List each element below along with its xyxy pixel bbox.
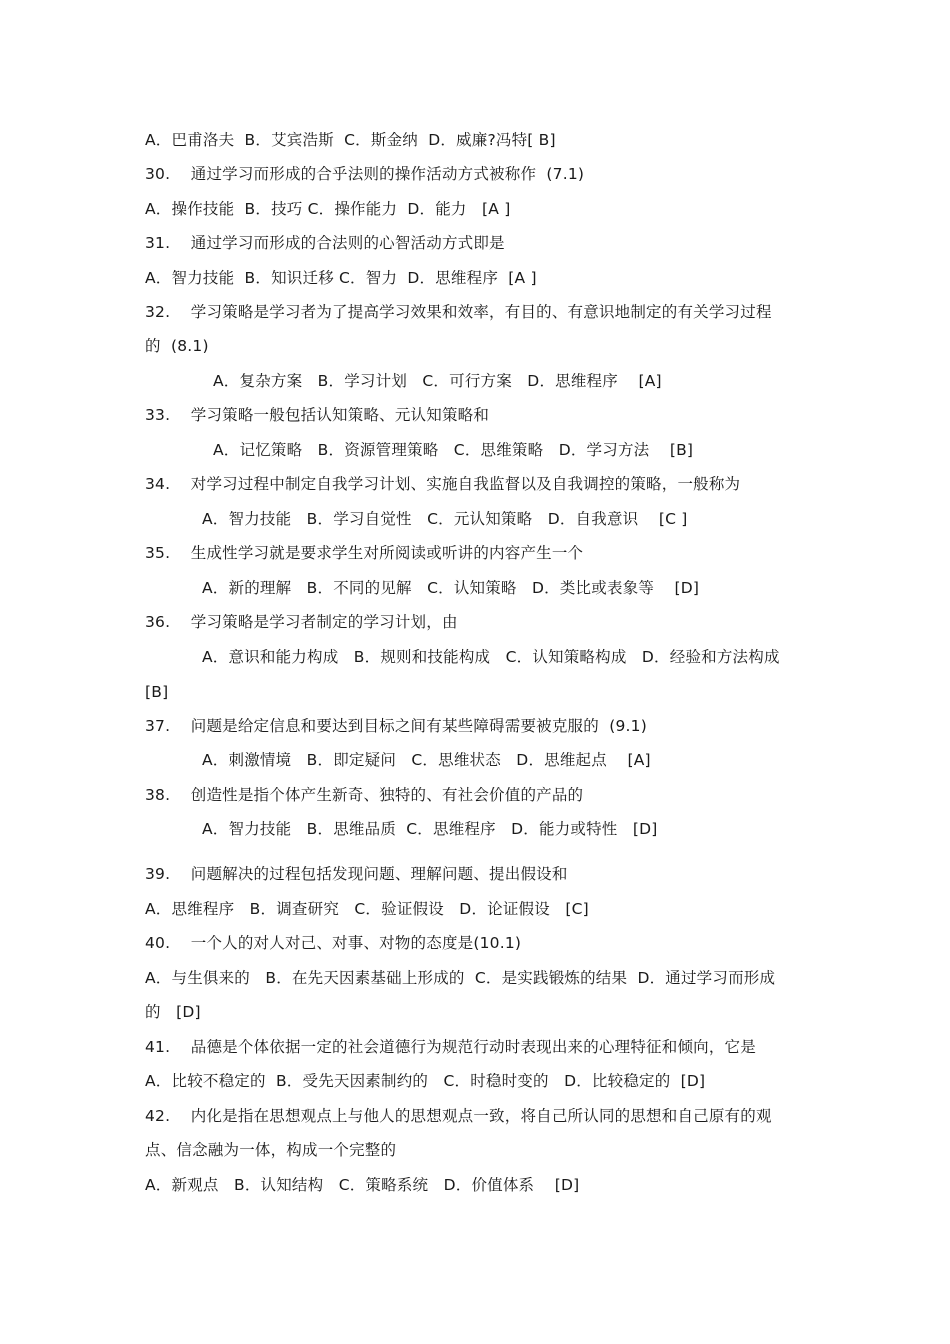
q39-question: 39. 问题解决的过程包括发现问题、理解问题、提出假设和 bbox=[145, 865, 568, 883]
q36-answer: [B] bbox=[145, 683, 169, 701]
q38-options: A．智力技能 B．思维品质 C．思维程序 D．能力或特性 [D] bbox=[202, 820, 658, 838]
q40-question: 40. 一个人的对人对己、对事、对物的态度是(10.1) bbox=[145, 934, 522, 952]
q39-options: A．思维程序 B．调查研究 C．验证假设 D．论证假设 [C] bbox=[145, 900, 589, 918]
q34-options: A．智力技能 B．学习自觉性 C．元认知策略 D．自我意识 [C ] bbox=[202, 510, 688, 528]
q36-question: 36. 学习策略是学习者制定的学习计划，由 bbox=[145, 613, 458, 631]
q40-options: A．与生俱来的 B．在先天因素基础上形成的 C．是实践锻炼的结果 D．通过学习而形成 bbox=[145, 969, 776, 987]
q31-question: 31. 通过学习而形成的合法则的心智活动方式即是 bbox=[145, 234, 505, 252]
q38-question: 38. 创造性是指个体产生新奇、独特的、有社会价值的产品的 bbox=[145, 786, 584, 804]
q31-options: A．智力技能 B．知识迁移 C．智力 D．思维程序 [A ] bbox=[145, 269, 537, 287]
q40-options-cont: 的 [D] bbox=[145, 1003, 201, 1021]
q30-options: A．操作技能 B．技巧 C．操作能力 D．能力 [A ] bbox=[145, 200, 511, 218]
q33-options: A．记忆策略 B．资源管理策略 C．思维策略 D．学习方法 [B] bbox=[213, 441, 694, 459]
q42-question-cont: 点、信念融为一体，构成一个完整的 bbox=[145, 1141, 397, 1159]
q34-question: 34. 对学习过程中制定自我学习计划、实施自我监督以及自我调控的策略，一般称为 bbox=[145, 475, 741, 493]
q41-question: 41. 品德是个体依据一定的社会道德行为规范行动时表现出来的心理特征和倾向，它是 bbox=[145, 1038, 756, 1056]
q32-question: 32. 学习策略是学习者为了提高学习效果和效率，有目的、有意识地制定的有关学习过程 bbox=[145, 303, 772, 321]
q36-options: A．意识和能力构成 B．规则和技能构成 C．认知策略构成 D．经验和方法构成 bbox=[202, 648, 780, 666]
q37-question: 37. 问题是给定信息和要达到目标之间有某些障碍需要被克服的 (9.1) bbox=[145, 717, 647, 735]
q30-question: 30. 通过学习而形成的合乎法则的操作活动方式被称作 (7.1) bbox=[145, 165, 585, 183]
q32-options: A．复杂方案 B．学习计划 C．可行方案 D．思维程序 [A] bbox=[213, 372, 662, 390]
q42-question: 42. 内化是指在思想观点上与他人的思想观点一致，将自己所认同的思想和自己原有的观 bbox=[145, 1107, 772, 1125]
q32-question-cont: 的 (8.1) bbox=[145, 337, 209, 355]
q41-options: A．比较不稳定的 B．受先天因素制约的 C．时稳时变的 D．比较稳定的 [D] bbox=[145, 1072, 706, 1090]
q33-question: 33. 学习策略一般包括认知策略、元认知策略和 bbox=[145, 406, 490, 424]
q35-options: A．新的理解 B．不同的见解 C．认知策略 D．类比或表象等 [D] bbox=[202, 579, 700, 597]
q29-options: A．巴甫洛夫 B．艾宾浩斯 C．斯金纳 D．威廉?冯特[ B] bbox=[145, 131, 556, 149]
q42-options: A．新观点 B．认知结构 C．策略系统 D．价值体系 [D] bbox=[145, 1176, 580, 1194]
q35-question: 35. 生成性学习就是要求学生对所阅读或听讲的内容产生一个 bbox=[145, 544, 584, 562]
q37-options: A．刺激情境 B．即定疑问 C．思维状态 D．思维起点 [A] bbox=[202, 751, 651, 769]
